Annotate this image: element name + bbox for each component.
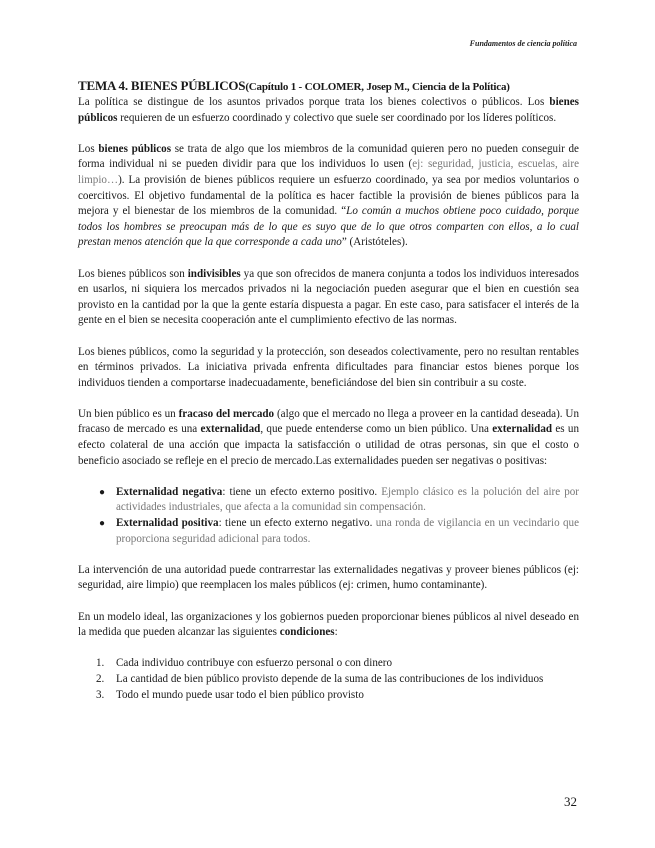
- text-run: Los: [78, 142, 99, 155]
- list-item-text: La cantidad de bien público provisto depende de la suma de las contribuciones de los individuos: [116, 672, 544, 685]
- quote-text: Lo común a muchos obtiene poco cuidado, porque todos los hombres se preocupan más de lo que es suyo que de lo que otros comparten con ellos, a lo cual prestan menos atención que la que corresponde a cada uno: [78, 205, 579, 249]
- paragraph-definition: [78, 142, 579, 251]
- paragraph-intervention: [78, 563, 579, 594]
- paragraph-gap: [78, 251, 579, 267]
- list-item: [96, 688, 579, 704]
- paragraph-gap: [78, 547, 579, 563]
- text-run: :: [334, 626, 338, 639]
- page-content: [78, 78, 579, 703]
- chapter-title: [78, 78, 579, 95]
- paragraph-gap: [78, 594, 579, 610]
- paragraph-indivisible: [78, 267, 579, 329]
- paragraph-gap: [78, 469, 579, 485]
- bold-term: condiciones: [279, 626, 335, 639]
- bold-term: Externalidad negativa: [116, 485, 223, 498]
- text-run: ). La provisión de bienes públicos requiere un esfuerzo coordinado, ya sea por medios voluntarios o coercitivos. El objetivo fundamental de la política es hacer factible la provisión de bienes públicos para la mejora y el bienestar de los miembros de la comunidad. “: [78, 173, 579, 218]
- bold-term: Externalidad positiva: [116, 517, 219, 530]
- text-run: es un efecto colateral de una acción que impacta la satisfacción o utilidad de otras personas, sin que el costo o beneficio asociado se refleje en el precio de mercado.Las externalidades pueden ser negativas o positivas:: [78, 423, 579, 467]
- list-item-text: Cada individuo contribuye con esfuerzo personal o con dinero: [116, 657, 393, 670]
- paragraph-gap: [78, 329, 579, 345]
- paragraph-gap: [78, 641, 579, 657]
- text-run: (algo que el mercado no llega a proveer en la cantidad deseada). Un fracaso de mercado es una: [78, 407, 579, 436]
- text-run: , que puede entenderse como un bien público. Una: [260, 423, 493, 436]
- bullet-icon: ●: [99, 518, 106, 530]
- bold-term: bienes públicos: [78, 96, 579, 124]
- text-run: se trata de algo que los miembros de la comunidad quieren pero no pueden conseguir de forma individual ni se pueden dividir para que los individuos lo usen (: [78, 142, 579, 171]
- chapter-title-main: TEMA 4. BIENES PÚBLICOS: [78, 78, 246, 93]
- text-run: : tiene un efecto externo positivo.: [222, 485, 382, 498]
- text-run: Los bienes públicos son: [78, 267, 188, 280]
- paragraph-market-failure: [78, 407, 579, 469]
- text-run: En un modelo ideal, las organizaciones y los gobiernos pueden proporcionar bienes públicos al nivel deseado en la medida que pueden alcanzar las siguientes: [78, 610, 579, 639]
- list-item: [99, 485, 579, 516]
- text-run: requieren de un esfuerzo coordinado y colectivo que suele ser coordinado por los líderes políticos.: [117, 111, 557, 124]
- example-text: una ronda de vigilancia en un vecindario que proporciona seguridad adicional para todos.: [116, 517, 579, 545]
- paragraph-gap: [78, 126, 579, 142]
- bullet-icon: ●: [99, 486, 106, 498]
- bold-term: indivisibles: [187, 267, 241, 280]
- bold-term: bienes públicos: [98, 142, 172, 155]
- bold-term: externalidad: [200, 423, 261, 436]
- list-number: 2.: [96, 672, 105, 685]
- text-run: La intervención de una autoridad puede contrarrestar las externalidades negativas y proveer bienes públicos (ej: seguridad, aire limpio) que reemplacen los males públicos (ej: crimen, humo contaminante).: [78, 563, 579, 592]
- list-number: 3.: [96, 688, 105, 701]
- text-run: La política se distingue de los asuntos privados porque trata los bienes colectivos o públicos. Los: [78, 96, 550, 108]
- text-run: : tiene un efecto externo negativo.: [218, 517, 376, 530]
- example-text: Ejemplo clásico es la polución del aire por actividades industriales, que afecta a la comunidad sin compensación.: [116, 485, 579, 514]
- running-header: Fundamentos de ciencia política: [469, 39, 577, 48]
- text-run: ya que son ofrecidos de manera conjunta a todos los individuos interesados en usarlos, ni siquiera los mercados privados ni la negociación pueden asegurar que el bien en cuestión sea provisto en la cantidad por la que la gente estaría dispuesta a pagar. En este caso, para satisfacer el interés de la gente en el bien se necesita cooperación ante el cumplimiento efectivo de las normas.: [78, 267, 579, 327]
- list-item-text: Todo el mundo puede usar todo el bien público provisto: [116, 688, 364, 701]
- text-run: Un bien público es un: [78, 407, 179, 420]
- list-item: [96, 656, 579, 672]
- conditions-list: [78, 656, 579, 703]
- list-item: [96, 672, 579, 688]
- page-number: 32: [564, 794, 577, 809]
- bold-term: fracaso del mercado: [178, 407, 275, 420]
- example-text: ej: seguridad, justicia, escuelas, aire limpio…: [78, 158, 579, 186]
- chapter-title-source: (Capítulo 1 - COLOMER, Josep M., Ciencia de la Política): [245, 81, 510, 93]
- paragraph-security: [78, 345, 579, 392]
- bold-term: externalidad: [492, 423, 553, 436]
- paragraph-intro: [78, 95, 579, 126]
- externalities-list: [78, 485, 579, 547]
- list-item: [99, 516, 579, 547]
- text-run: Los bienes públicos, como la seguridad y la protección, son deseados colectivamente, pero no resultan rentables en términos privados. La iniciativa privada enfrenta dificultades para financiar estos bienes porque los individuos tienden a comportarse inadecuadamente, beneficiándose del bien sin contribuir a su coste.: [78, 345, 579, 389]
- paragraph-gap: [78, 391, 579, 407]
- text-run: ” (Aristóteles).: [341, 236, 408, 249]
- list-number: 1.: [96, 657, 105, 670]
- paragraph-ideal-model: [78, 610, 579, 641]
